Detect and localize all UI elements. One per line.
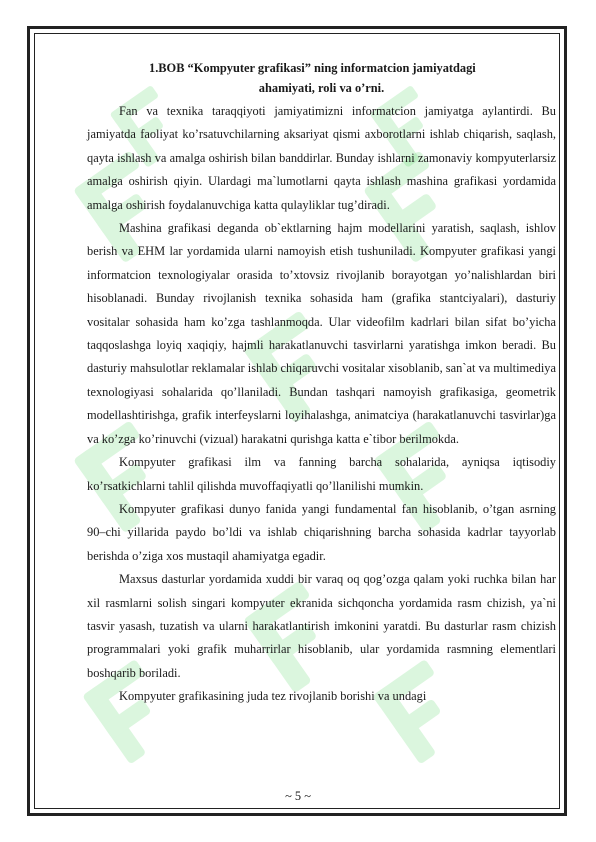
paragraph: Kompyuter grafikasining juda tez rivojlanib borishi va undagi	[119, 689, 427, 704]
chapter-title-line-1: 1.BOB “Kompyuter grafikasi” ning informatcion jamiyatdagi	[149, 61, 476, 75]
paragraph: Maxsus dasturlar yordamida xuddi bir varaq oq qog’ozga qalam yoki ruchka bilan har xil rasmlarni solish singari kompyuter ekranida sichqoncha yordamida rasm chizish, ya`ni tasvir yasash, tuzatish va ularni harakatlantirish imkonini yaratdi. Bu dasturlar rasm chizish programmalari yoki grafik muharrirlar hisoblanib, ular yordamida rasmning elementlari boshqarib boriladi.	[87, 572, 556, 680]
paragraph: Kompyuter grafikasi dunyo fanida yangi fundamental fan hisoblanib, o’tgan asrning 90–chi yillarida paydo bo’ldi va ishlab chiqarishning barcha sohasida kadrlar tayyorlab berishda o’ziga xos mustaqil ahamiyatga egadir.	[87, 501, 556, 563]
paragraph: Fan va texnika taraqqiyoti jamiyatimizni informatcion jamiyatga aylantirdi. Bu jamiyatda faoliyat ko’rsatuvchilarning aksariyat qismi axborotlarni ishlab chiqarish, saqlash, qayta ishlash va amalga oshirish bilan banddirlar. Bunday ishlarni zamonaviy kompyuterlarsiz amalga oshirish qiyin. Ulardagi ma`lumotlarni qayta ishlash mashina grafikasi yordamida amalga oshirish foydalanuvchiga katta qulayliklar tug’diradi.	[87, 104, 556, 212]
document-body	[87, 58, 556, 709]
paragraph: Mashina grafikasi deganda ob`ektlarning hajm modellarini yaratish, saqlash, ishlov berish va EHM lar yordamida ularni namoyish etish tushuniladi. Kompyuter grafikasi yangi informatcion texnologiyalar orasida to’xtovsiz rivojlanib borayotgan yo’nalishlardan biri hisoblanadi. Bunday rivojlanish texnika sohasida ham (grafika stantciyalari), dasturiy vositalar sohasida ham ko’zga tashlanmoqda. Ular videofilm kadrlari bilan sifat bo’yicha taqqoslashga loyiq xaqiqiy, hajmli harakatlanuvchi tasvirlarni yaratishga imkon beradi. Bu dasturiy mahsulotlar reklamalar ishlab chiqaruvchi vositalar xisoblanib, san`at va multimediya texnologiyasi sohalarida qo’llaniladi. Bundan tashqari namoyish grafikasiga, geometrik modellashtirishga, grafik interfeyslarni loyihalashga, animatciya (harakatlanuvchi tasvirlar)ga va ko’zga ko’rinuvchi (vizual) harakatni qurishga katta e`tibor berilmokda.	[87, 221, 556, 446]
paragraph: Kompyuter grafikasi ilm va fanning barcha sohalarida, ayniqsa iqtisodiy ko’rsatkichlarni tahlil qilishda muvoffaqiyatli qo’llanilishi mumkin.	[87, 455, 556, 493]
chapter-title-line-2: ahamiyati, roli va o’rni.	[258, 81, 385, 95]
page-number: ~ 5 ~	[285, 789, 311, 803]
chapter-title	[87, 58, 556, 98]
